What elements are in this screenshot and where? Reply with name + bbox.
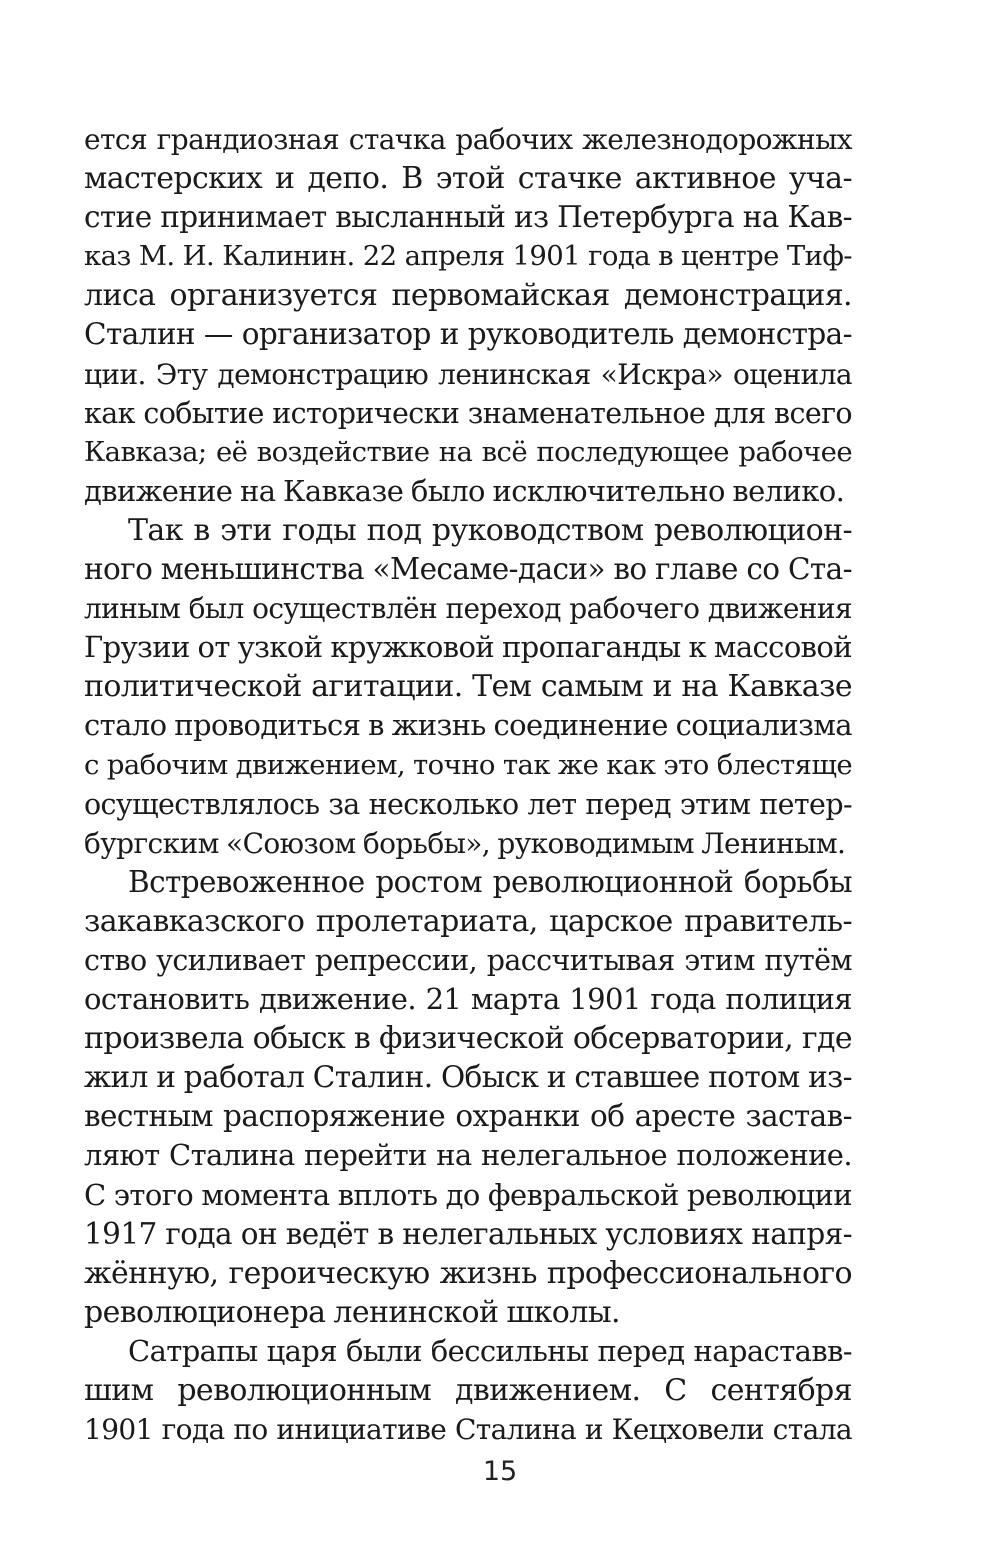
text-line: Сталин — организатор и руководитель демонстра- (84, 317, 852, 352)
text-line: Так в эти годы под руководством революцион- (128, 512, 852, 548)
text-line: мастерских и депо. В этой стачке активное уча- (84, 161, 852, 197)
text-line: каз М. И. Калинин. 22 апреля 1901 года в центре Тиф- (84, 240, 852, 273)
text-line: стие принимает высланный из Петербурга на Кав- (84, 200, 852, 235)
text-line: закавказского пролетариата, царское правитель- (84, 903, 852, 939)
paragraph-1 (84, 120, 852, 511)
text-line: жённую, героическую жизнь профессионального (84, 1255, 852, 1291)
text-line: с рабочим движением, точно так же как это блестяще (84, 748, 852, 781)
text-line: бургским «Союзом борьбы», руководимым Лениным. (84, 826, 846, 860)
text-line: 1901 года по инициативе Сталина и Кецховели стала (84, 1413, 852, 1447)
text-line: движение на Кавказе было исключительно велико. (84, 473, 845, 508)
paragraph-3 (84, 863, 852, 1332)
text-line: стало проводиться в жизнь соединение социализма (84, 708, 852, 743)
text-line: 1917 года он ведёт в нелегальных условиях напря- (84, 1216, 852, 1251)
text-line: линым был осуществлён переход рабочего движения (84, 592, 852, 626)
text-line: С этого момента вплоть до февральской революции (84, 1177, 852, 1212)
text-line: шим революционным движением. С сентября (84, 1373, 852, 1408)
text-line: Сатрапы царя были бессильны перед нараставв- (128, 1333, 852, 1368)
text-line: ции. Эту демонстрацию ленинская «Искра» оценила (84, 357, 852, 391)
text-line: ного меньшинства «Месаме-даси» во главе со Ста- (84, 552, 852, 587)
text-line: ется грандиозная стачка рабочих железнодорожных (84, 123, 852, 156)
paragraph-2 (84, 511, 852, 863)
page-body (84, 120, 852, 1449)
text-line: жил и работал Сталин. Обыск и ставшее потом из- (84, 1060, 852, 1095)
text-line: Встревоженное ростом революционной борьбы (128, 864, 852, 899)
paragraph-4 (84, 1332, 852, 1449)
text-line: ство усиливает репрессии, рассчитывая этим путём (84, 943, 852, 977)
text-line: лиса организуется первомайская демонстрация. (84, 278, 852, 314)
text-line: Грузии от узкой кружковой пропаганды к массовой (84, 630, 852, 665)
text-line: политической агитации. Тем самым и на Кавказе (84, 669, 852, 705)
text-line: ляют Сталина перейти на нелегальное положение. (84, 1138, 852, 1173)
text-line: осуществлялось за несколько лет перед этим петер- (84, 787, 852, 821)
text-line: вестным распоряжение охранки об аресте застав- (84, 1099, 852, 1134)
text-line: как событие исторически знаменательное для всего (84, 396, 852, 430)
text-line: Кавказа; её воздействие на всё последующее рабочее (84, 435, 852, 468)
text-line: революционера ленинской школы. (84, 1294, 620, 1330)
text-line: остановить движение. 21 марта 1901 года полиция (84, 982, 852, 1017)
page-number: 15 (482, 1456, 518, 1487)
text-line: произвела обыск в физической обсерватории, где (84, 1021, 852, 1057)
